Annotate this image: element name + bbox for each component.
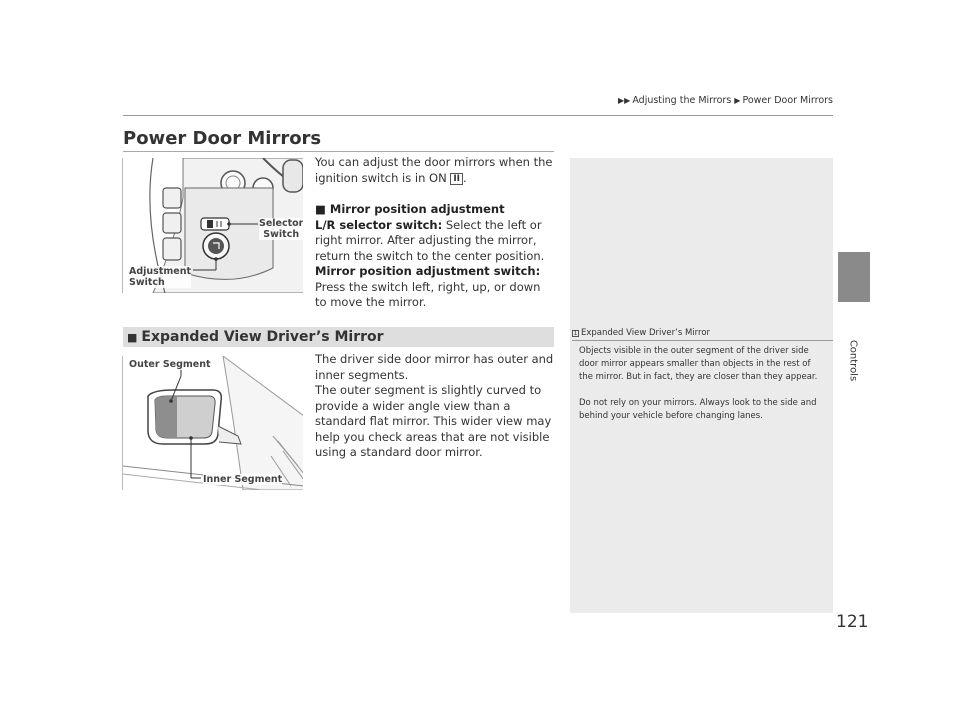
expanded-p1: The driver side door mirror has outer and inner segments. <box>315 352 554 382</box>
chapter-tab-text: Controls <box>847 339 859 382</box>
expanded-mirror-drawing <box>123 356 303 490</box>
chapter-tab-marker <box>838 252 870 302</box>
label-outer-segment: Outer Segment <box>129 359 211 370</box>
expanded-mirror-illustration <box>122 356 303 490</box>
chapter-tab-label <box>846 332 860 392</box>
lr-selector-paragraph: L/R selector switch: Select the left or right mirror. After adjusting the mirror, return the switch to the center position. <box>315 217 545 263</box>
position-switch-paragraph: Mirror position adjustment switch: Press the switch left, right, up, or down to move the mirror. <box>315 264 541 309</box>
breadcrumb-arrow-icon: ▶ <box>734 96 741 105</box>
breadcrumb-item-power-door-mirrors[interactable]: Power Door Mirrors <box>742 95 833 106</box>
label-adjustment-switch: Adjustment Switch <box>129 266 192 288</box>
expanded-view-heading: Expanded View Driver’s Mirror <box>141 329 384 345</box>
mirror-position-heading: ■ Mirror position adjustment <box>315 202 505 216</box>
expanded-view-text-block <box>315 352 555 461</box>
note-p1: Objects visible in the outer segment of the driver side door mirror appears smaller than objects in the rest of the mirror. But in fact, they are closer than they appear. <box>579 346 818 382</box>
expanded-view-heading-band <box>123 327 554 347</box>
note-reference-icon: 1 <box>573 329 578 337</box>
note-body <box>579 345 827 436</box>
label-inner-segment: Inner Segment <box>203 474 283 485</box>
mirror-adjust-text-block <box>315 155 555 311</box>
square-bullet-icon: ■ <box>315 202 326 216</box>
note-p2: Do not rely on your mirrors. Always look to the side and behind your vehicle before changing lanes. <box>579 398 817 421</box>
ignition-on-icon: II <box>450 173 463 185</box>
square-bullet-icon: ■ <box>127 330 138 344</box>
title-divider <box>123 151 554 152</box>
breadcrumb-arrow-icon: ▶▶ <box>618 96 631 105</box>
breadcrumb <box>615 95 833 106</box>
intro-paragraph: You can adjust the door mirrors when the ignition switch is in ON II . <box>315 155 553 185</box>
note-heading: 1 Expanded View Driver’s Mirror <box>573 328 711 338</box>
breadcrumb-item-mirrors[interactable]: Adjusting the Mirrors <box>632 95 732 106</box>
page-number: 121 <box>836 612 869 632</box>
expanded-p2: The outer segment is slightly curved to provide a wider angle view than a standard flat mirror. This wider view may help you check areas that are not visible using a standard door mirror. <box>315 383 552 459</box>
header-divider <box>123 115 833 116</box>
page-title: Power Door Mirrors <box>123 128 322 149</box>
note-divider <box>572 340 833 341</box>
mirror-switch-illustration <box>122 158 303 293</box>
label-selector-switch: Selector Switch <box>259 218 303 240</box>
